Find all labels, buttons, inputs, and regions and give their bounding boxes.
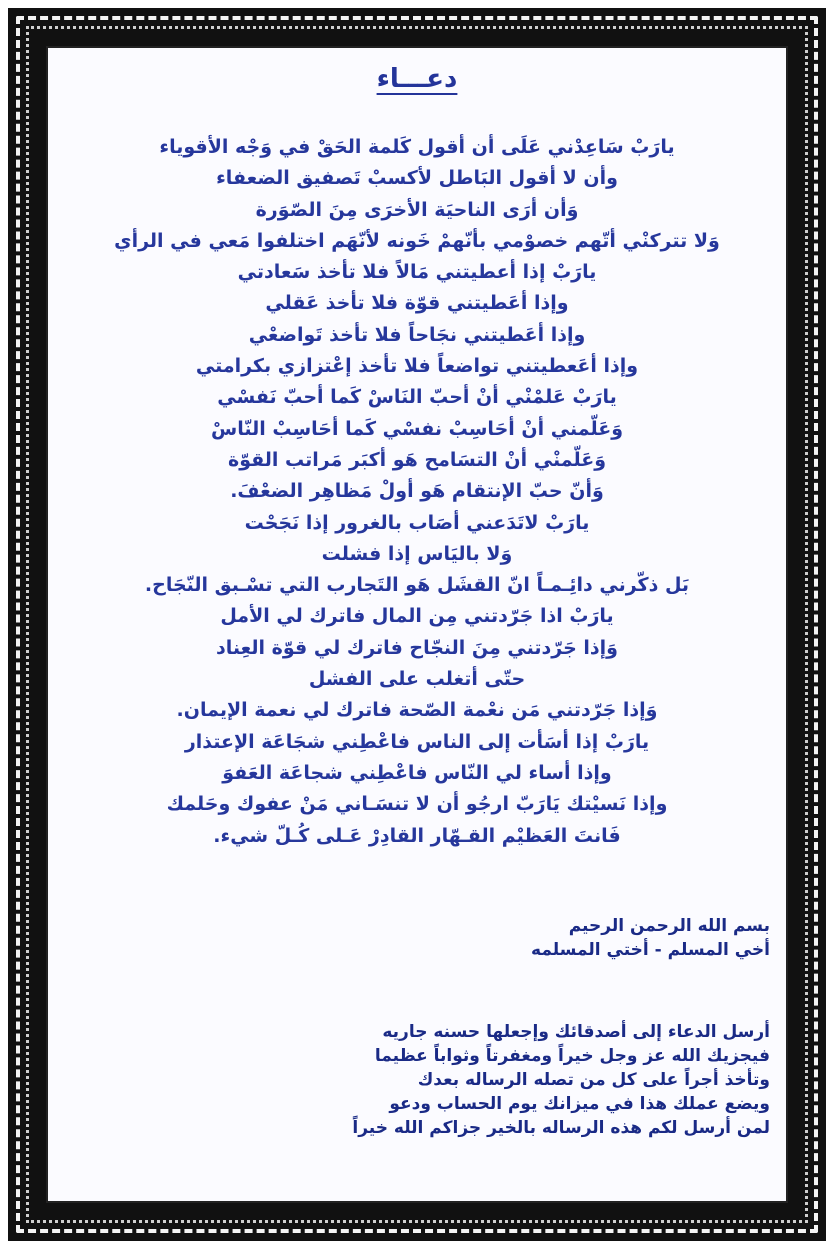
- poem-line: وإذا نَسيْتك يَارَبّ ارجُو أن لا تنسَـاني مَنْ عفوك وحَلمك: [166, 793, 668, 816]
- poem-line: وإذا أعَطيتني نجَاحاً فلا تأخذ تَواضعْي: [248, 323, 586, 346]
- content-area: [46, 46, 788, 1203]
- poem-line: يارَبْ إذا أسَأت إلى الناس فاعْطِني شجَاعَة الإعتذار: [184, 730, 650, 753]
- message-line: فيجزيك الله عز وجل خيراً ومغفرتاً وثواباً عظيما: [374, 1046, 770, 1066]
- poem-line: وَلا تتركنْي أتّهم خصوْمي بأنّهمْ خَونه لأنّهَم اختلفوا مَعي في الرأي: [114, 229, 720, 252]
- poem-line: وَأن أرَى الناحيَة الأخرَى مِنَ الصّوَرة: [255, 198, 579, 221]
- poem-line: يارَبْ إذا أعطيتني مَالاً فلا تأخذ سَعادتي: [237, 261, 597, 284]
- celtic-border-frame: [8, 8, 826, 1241]
- message-line: وتأخذ أجراً على كل من تصله الرساله بعدك: [417, 1070, 770, 1090]
- poem-line: يارَبْ سَاعِدْني عَلَى أن أقول كَلمة الحَقْ في وَجْه الأقوياء: [159, 136, 675, 158]
- footer-message: [70, 914, 770, 1140]
- spacer: [70, 962, 770, 1020]
- poem-line: يارَبْ اذا جَرّدتني مِن المال فاترك لي الأمل: [220, 605, 614, 628]
- poem-line: وإذا أعَعطيتني تواضعاً فلا تأخذ إعْتزازي بكرامتي: [195, 355, 639, 378]
- message-line: أرسل الدعاء إلى أصدقائك وإجعلها حسنه جاريه: [382, 1022, 770, 1042]
- poem-line: بَل ذكّرني دائِـمـاً انّ القشَل هَو التَجارب التي تسْـبق النّجَاح.: [144, 574, 690, 597]
- basmala: بسم الله الرحمن الرحيم: [568, 916, 770, 936]
- poem-line: يارَبْ عَلمْنْي أنْ أحبّ النَاسْ كَما أحبّ نَفسْي: [217, 386, 617, 409]
- message-line: ويضع عملك هذا في ميزانك يوم الحساب ودعو: [389, 1094, 770, 1114]
- poem-line: يارَبْ لاتَدَعني أصَاب بالغرور إذا نَجَحْت: [244, 511, 590, 534]
- salutation: أخي المسلم - أختي المسلمه: [531, 940, 770, 960]
- poem-line: وَلا باليَاس إذا فشلت: [321, 542, 513, 565]
- page-title: دعـــاء: [376, 64, 458, 94]
- poem-line: وَإذا جَرّدتني مِنَ النجّاح فاترك لي قوّة العِناد: [216, 636, 618, 659]
- poem-line: وَإذا جَرّدتني مَن نعْمة الصّحة فاترك لي نعمة الإيمان.: [176, 699, 658, 722]
- poem-line: وإذا أساء لي النّاس فاعْطِني شجاعَة العَفوَ: [222, 761, 612, 784]
- poem-line: فَانتَ العَظيْم القـهّار القادِرْ عَـلى كُـلّ شيء.: [213, 824, 621, 847]
- poem-line: وَأنّ حبّ الإنتقام هَو أولْ مَظاهِر الضعْفَ.: [230, 480, 604, 503]
- poem-line: حتّى أتغلب على الفشل: [308, 668, 526, 691]
- poem-line: وَعَلّمنْي أنْ التسَامح هَو أكبَر مَراتب القوّة: [227, 448, 607, 471]
- prayer-poem: [68, 132, 766, 852]
- poem-line: وإذا أعَطيتني قوّة فلا تأخذ عَقلي: [265, 292, 569, 315]
- poem-line: وَعَلّمني أنْ أحَاسِبْ نفسْي كَما أحَاسِبْ النّاسْ: [211, 417, 623, 440]
- message-line: لمن أرسل لكم هذه الرساله بالخير جزاكم الله خيراً: [352, 1118, 770, 1138]
- poem-line: وأن لا أقول البَاطل لأكسبْ تَصفيق الضعفاء: [216, 167, 618, 190]
